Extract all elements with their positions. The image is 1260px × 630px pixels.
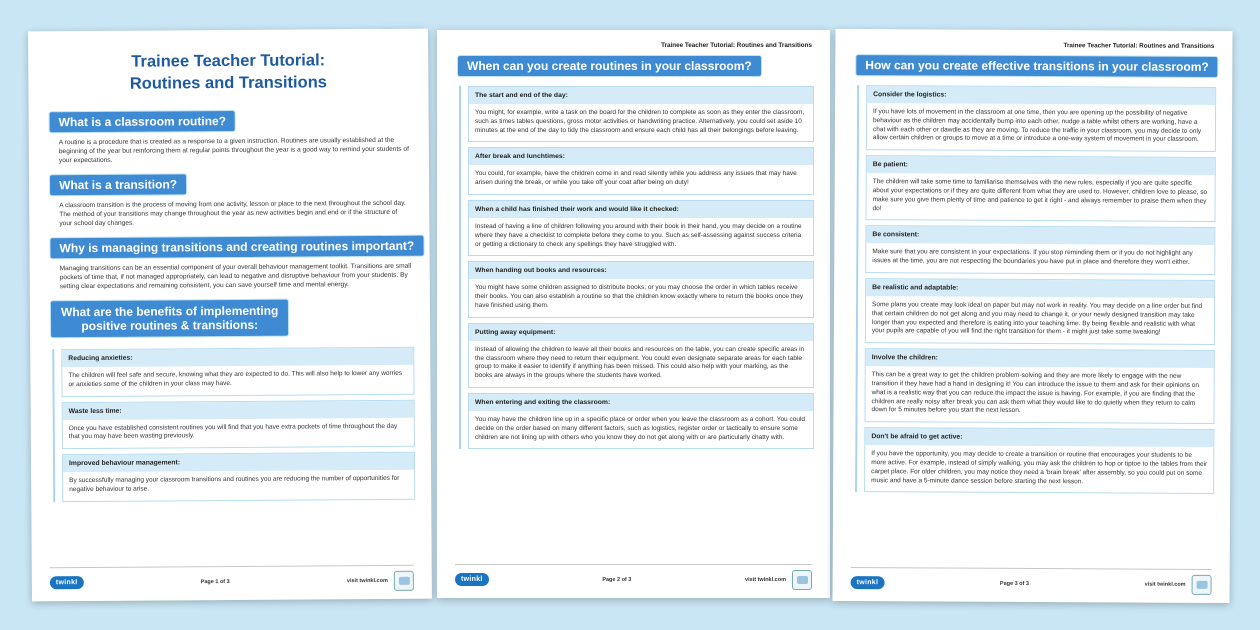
document-page-1 [28, 29, 432, 602]
card-heading: Involve the children: [866, 349, 1214, 368]
card-text: You might have some children assigned to distribute books, or you may choose the order in which tables receive their books. You can also establish a routine so that the children know exactly where to return the books once they have finished using them. [475, 284, 804, 309]
twinkl-logo: twinkl [50, 576, 84, 589]
card-heading: Be patient: [867, 156, 1215, 175]
card-heading: Be realistic and adaptable: [866, 279, 1214, 298]
info-card [61, 347, 414, 397]
card-text: You may have the children line up in a specific place or order when you leave the classroom as a cohort. You could decide on the order based on many different factors, such as logistics, register order or tactically to ensure some children are not lining up with others who you know they do not get along with or are particularly chatty with. [475, 415, 806, 441]
transitions-list [855, 85, 1216, 494]
info-card [468, 323, 814, 388]
section-text: A classroom transition is the process of moving from one activity, lesson or place to the next throughout the school day. The method of your transitions may change throughout the year as new activities begin and end or if the structure of your school day changes. [59, 199, 406, 228]
visit-link[interactable]: visit twinkl.com [745, 576, 786, 583]
info-card [865, 278, 1215, 345]
benefits-list [52, 347, 415, 502]
section-heading: Why is managing transitions and creating routines important? [49, 235, 424, 260]
section-text: Managing transitions can be an essential component of your overall behaviour management toolkit. Transitions are small pockets of time that, if not managed appropriately, can lead to negative and disruptive behaviour from your students. By setting clear expectations and remaining consistent, you can save yourself time and mental energy. [59, 262, 412, 291]
quality-badge-icon [792, 570, 812, 590]
section-text: A routine is a procedure that is created as a response to a given instruction. Routines are usually established at the beginning of the year but reinforcing them at regular points throughout the year is a good way to remind your students of your expectations. [58, 136, 409, 165]
section-heading: When can you create routines in your classroom? [457, 55, 762, 77]
page-footer [851, 567, 1212, 593]
card-heading: Waste less time: [63, 400, 414, 419]
card-heading: The start and end of the day: [469, 87, 813, 104]
card-heading: Consider the logistics: [867, 86, 1215, 105]
info-card [62, 452, 415, 502]
visit-link[interactable]: visit twinkl.com [1144, 581, 1186, 588]
info-card [468, 200, 814, 256]
card-text: This can be a great way to get the children problem-solving and they are more likely to engage with the new transition if they have had a hand in designing it! You can introduce the issue to them and ask for their opinions on what is a realistic way that you can reduce the impact the issue is having. For example, if you are finding that the children are really noisy after break you can ask them what they would like to do quietly when they return to calm down for 5 minutes before you start the next lesson. [871, 371, 1200, 415]
card-text: By successfully managing your classroom transitions and routines you are reducing the number of opportunities for negative behaviour to arise. [69, 475, 400, 494]
info-card [864, 348, 1214, 424]
card-text: Once you have established consistent routines you will find that you have extra pockets of time throughout the day that you may have been wasting previously. [68, 422, 398, 441]
card-text: Some plans you create may look ideal on paper but may not work in reality. You may decide on a line order but find that certain children do not get along and you may need to change it, or your newly designed transition may take longer than you expected and therefore is eating into your teaching time. By being flexible and realistic with what your pupils are capable of you will find the right transition for them - it might just take some tweaking! [871, 301, 1203, 337]
info-card [62, 399, 415, 449]
page-number: Page 1 of 3 [200, 578, 230, 585]
info-card [468, 147, 814, 195]
running-header: Trainee Teacher Tutorial: Routines and Transitions [661, 42, 812, 49]
routines-list [459, 86, 814, 449]
document-page-3 [833, 29, 1233, 603]
section-heading: How can you create effective transitions in your classroom? [855, 54, 1219, 78]
twinkl-logo: twinkl [851, 576, 885, 589]
card-text: You might, for example, write a task on the board for the children to complete as soon as they enter the classroom, such as times tables questions, gross motor activities or handwriting practice. Alternatively, you could set aside 10 minutes at the end of the day to tidy the classroom and ensure each child has all their belongings before leaving. [475, 109, 805, 134]
card-text: If you have lots of movement in the classroom at one time, then you are opening up the possibility of negative behaviour as the children may accidentally bump into each other, nudge a table whilst others are working, have a chat with each other or dawdle as they are moving. To reduce the traffic in your classroom, you may decide to only allow certain children or groups to move at a time or introduce a one-way system of movement in your classroom. [872, 108, 1202, 144]
card-heading: When handing out books and resources: [469, 262, 813, 279]
card-text: The children will take some time to familiarise themselves with the new rules, especially if you are quite specific about your expectations or if they are quite different from what they are used to. However, children love to please, so make sure you give them plenty of time and patience to get it right - and always remember to praise them when they do! [872, 178, 1208, 212]
card-heading: Reducing anxieties: [62, 348, 413, 367]
page-footer [50, 565, 414, 592]
quality-badge-icon [394, 570, 414, 590]
card-text: If you have the opportunity, you may decide to create a transition or routine that encourages your students to be more active. For example, instead of simply walking, you may ask the children to hop or tiptoe to the tables from their carpet place. For older children, you may notice they need a 'brain break' after assembly, so you could put on some music and have a 5-minute dance session before starting the next lesson. [871, 450, 1208, 485]
card-heading: After break and lunchtimes: [469, 148, 813, 165]
section-heading: What is a transition? [49, 173, 187, 196]
card-heading: When a child has finished their work and would like it checked: [469, 201, 813, 218]
info-card [865, 155, 1215, 222]
card-text: Instead of allowing the children to leave all their books and resources on the table, you can create specific areas in the classroom where they need to return their equipment. You could even designate separate areas for each table group to make it easier to identify if anything has been missed. This could also help with your marking, as the books are always in the groups where the students have worked. [475, 345, 805, 380]
document-page-2 [437, 30, 830, 598]
visit-link[interactable]: visit twinkl.com [346, 577, 388, 584]
info-card [468, 393, 814, 449]
section-heading: What is a classroom routine? [49, 110, 237, 133]
info-card [468, 261, 814, 317]
running-header: Trainee Teacher Tutorial: Routines and Transitions [1063, 42, 1215, 50]
page-number: Page 2 of 3 [602, 576, 632, 583]
page-number: Page 3 of 3 [999, 580, 1029, 587]
twinkl-logo: twinkl [455, 573, 489, 586]
card-heading: Don't be afraid to get active: [865, 428, 1213, 447]
info-card [866, 85, 1216, 152]
card-text: Instead of having a line of children following you around with their book in their hand, you may decide on a routine where they have a checklist to complete before they come to you. Such as self-assessing against success criteria or getting a dictionary to check any spellings they have struggled with. [475, 222, 802, 248]
info-card [468, 86, 814, 142]
info-card [865, 225, 1215, 274]
card-heading: Putting away equipment: [469, 324, 813, 341]
page-footer [455, 564, 812, 588]
card-text: The children will feel safe and secure, knowing what they are expected to do. This will also help to lower any worries or anxieties some of the children in your class may have. [68, 369, 403, 388]
card-heading: Improved behaviour management: [63, 453, 414, 472]
info-card [864, 427, 1214, 494]
card-heading: Be consistent: [866, 227, 1214, 246]
page-title: Trainee Teacher Tutorial: Routines and Transitions [129, 51, 327, 93]
benefits-heading: What are the benefits of implementing positive routines & transitions: [50, 299, 290, 339]
card-text: Make sure that you are consistent in your expectations. If you stop reminding them or if you do not highlight any issues at the time, you are not respecting the boundaries you have put in place and therefore they won't either. [872, 248, 1193, 266]
quality-badge-icon [1192, 574, 1212, 594]
card-text: You could, for example, have the children come in and read silently while you address any issues that may have arisen during the break, or while you take off your coat after being on duty! [475, 170, 797, 187]
card-heading: When entering and exiting the classroom: [469, 394, 813, 411]
